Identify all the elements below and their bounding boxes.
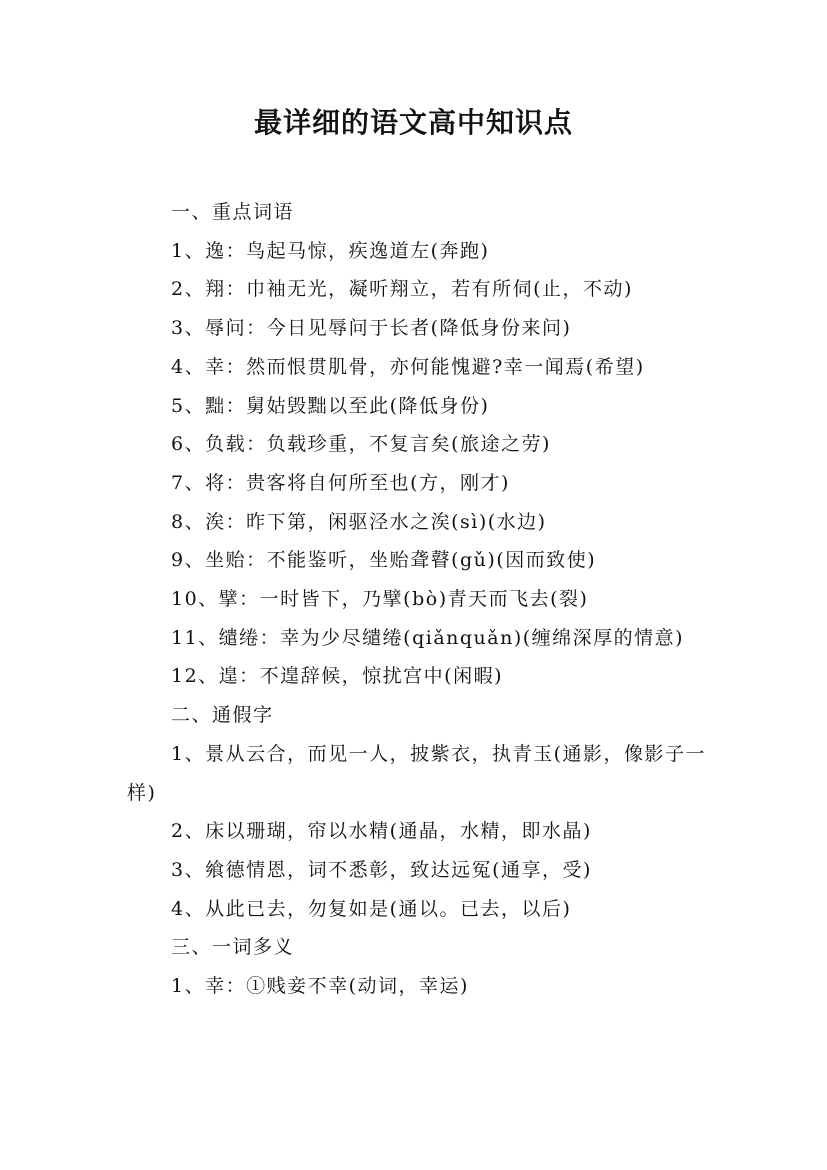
list-item: 1、幸：①贱妾不幸(动词，幸运) — [171, 975, 469, 998]
document-title: 最详细的语文高中知识点 — [253, 106, 573, 139]
list-item: 2、床以珊瑚，帘以水精(通晶，水精，即水晶) — [171, 820, 592, 843]
list-item: 3、辱问：今日见辱问于长者(降低身份来问) — [171, 317, 572, 340]
section-heading: 二、通假字 — [171, 704, 274, 727]
list-item: 6、负载：负载珍重，不复言矣(旅途之劳) — [171, 433, 551, 456]
section-heading: 三、一词多义 — [171, 936, 295, 959]
list-item: 1、逸：鸟起马惊，疾逸道左(奔跑) — [171, 239, 490, 262]
list-item: 10、擘：一时皆下，乃擘(bò)青天而飞去(裂) — [171, 588, 589, 611]
list-item: 11、缱绻：幸为少尽缱绻(qiǎnquǎn)(缠绵深厚的情意) — [171, 626, 685, 649]
section-heading: 一、重点词语 — [171, 201, 295, 223]
list-item: 2、翔：巾袖无光，凝听翔立，若有所伺(止，不动) — [171, 278, 633, 301]
list-item: 7、将：贵客将自何所至也(方，刚才) — [171, 471, 510, 494]
list-item: 9、坐贻：不能鉴听，坐贻聋瞽(gǔ)(因而致使) — [171, 549, 597, 572]
list-item: 12、遑：不遑辞候，惊扰宫中(闲暇) — [171, 665, 504, 688]
list-item: 8、涘：昨下第，闲驱泾水之涘(sì)(水边) — [171, 510, 547, 533]
document-body — [127, 193, 707, 1006]
list-item: 4、幸：然而恨贯肌骨，亦何能愧避?幸一闻焉(希望) — [171, 355, 645, 378]
list-item: 1、景从云合，而见一人，披紫衣，执青玉(通影，像影子一样) — [127, 742, 707, 804]
list-item: 4、从此已去，勿复如是(通以。已去，以后) — [171, 897, 572, 920]
list-item: 3、飨德情恩，词不悉彰，致达远冤(通享，受) — [171, 858, 592, 881]
list-item: 5、黜：舅姑毁黜以至此(降低身份) — [171, 394, 490, 417]
